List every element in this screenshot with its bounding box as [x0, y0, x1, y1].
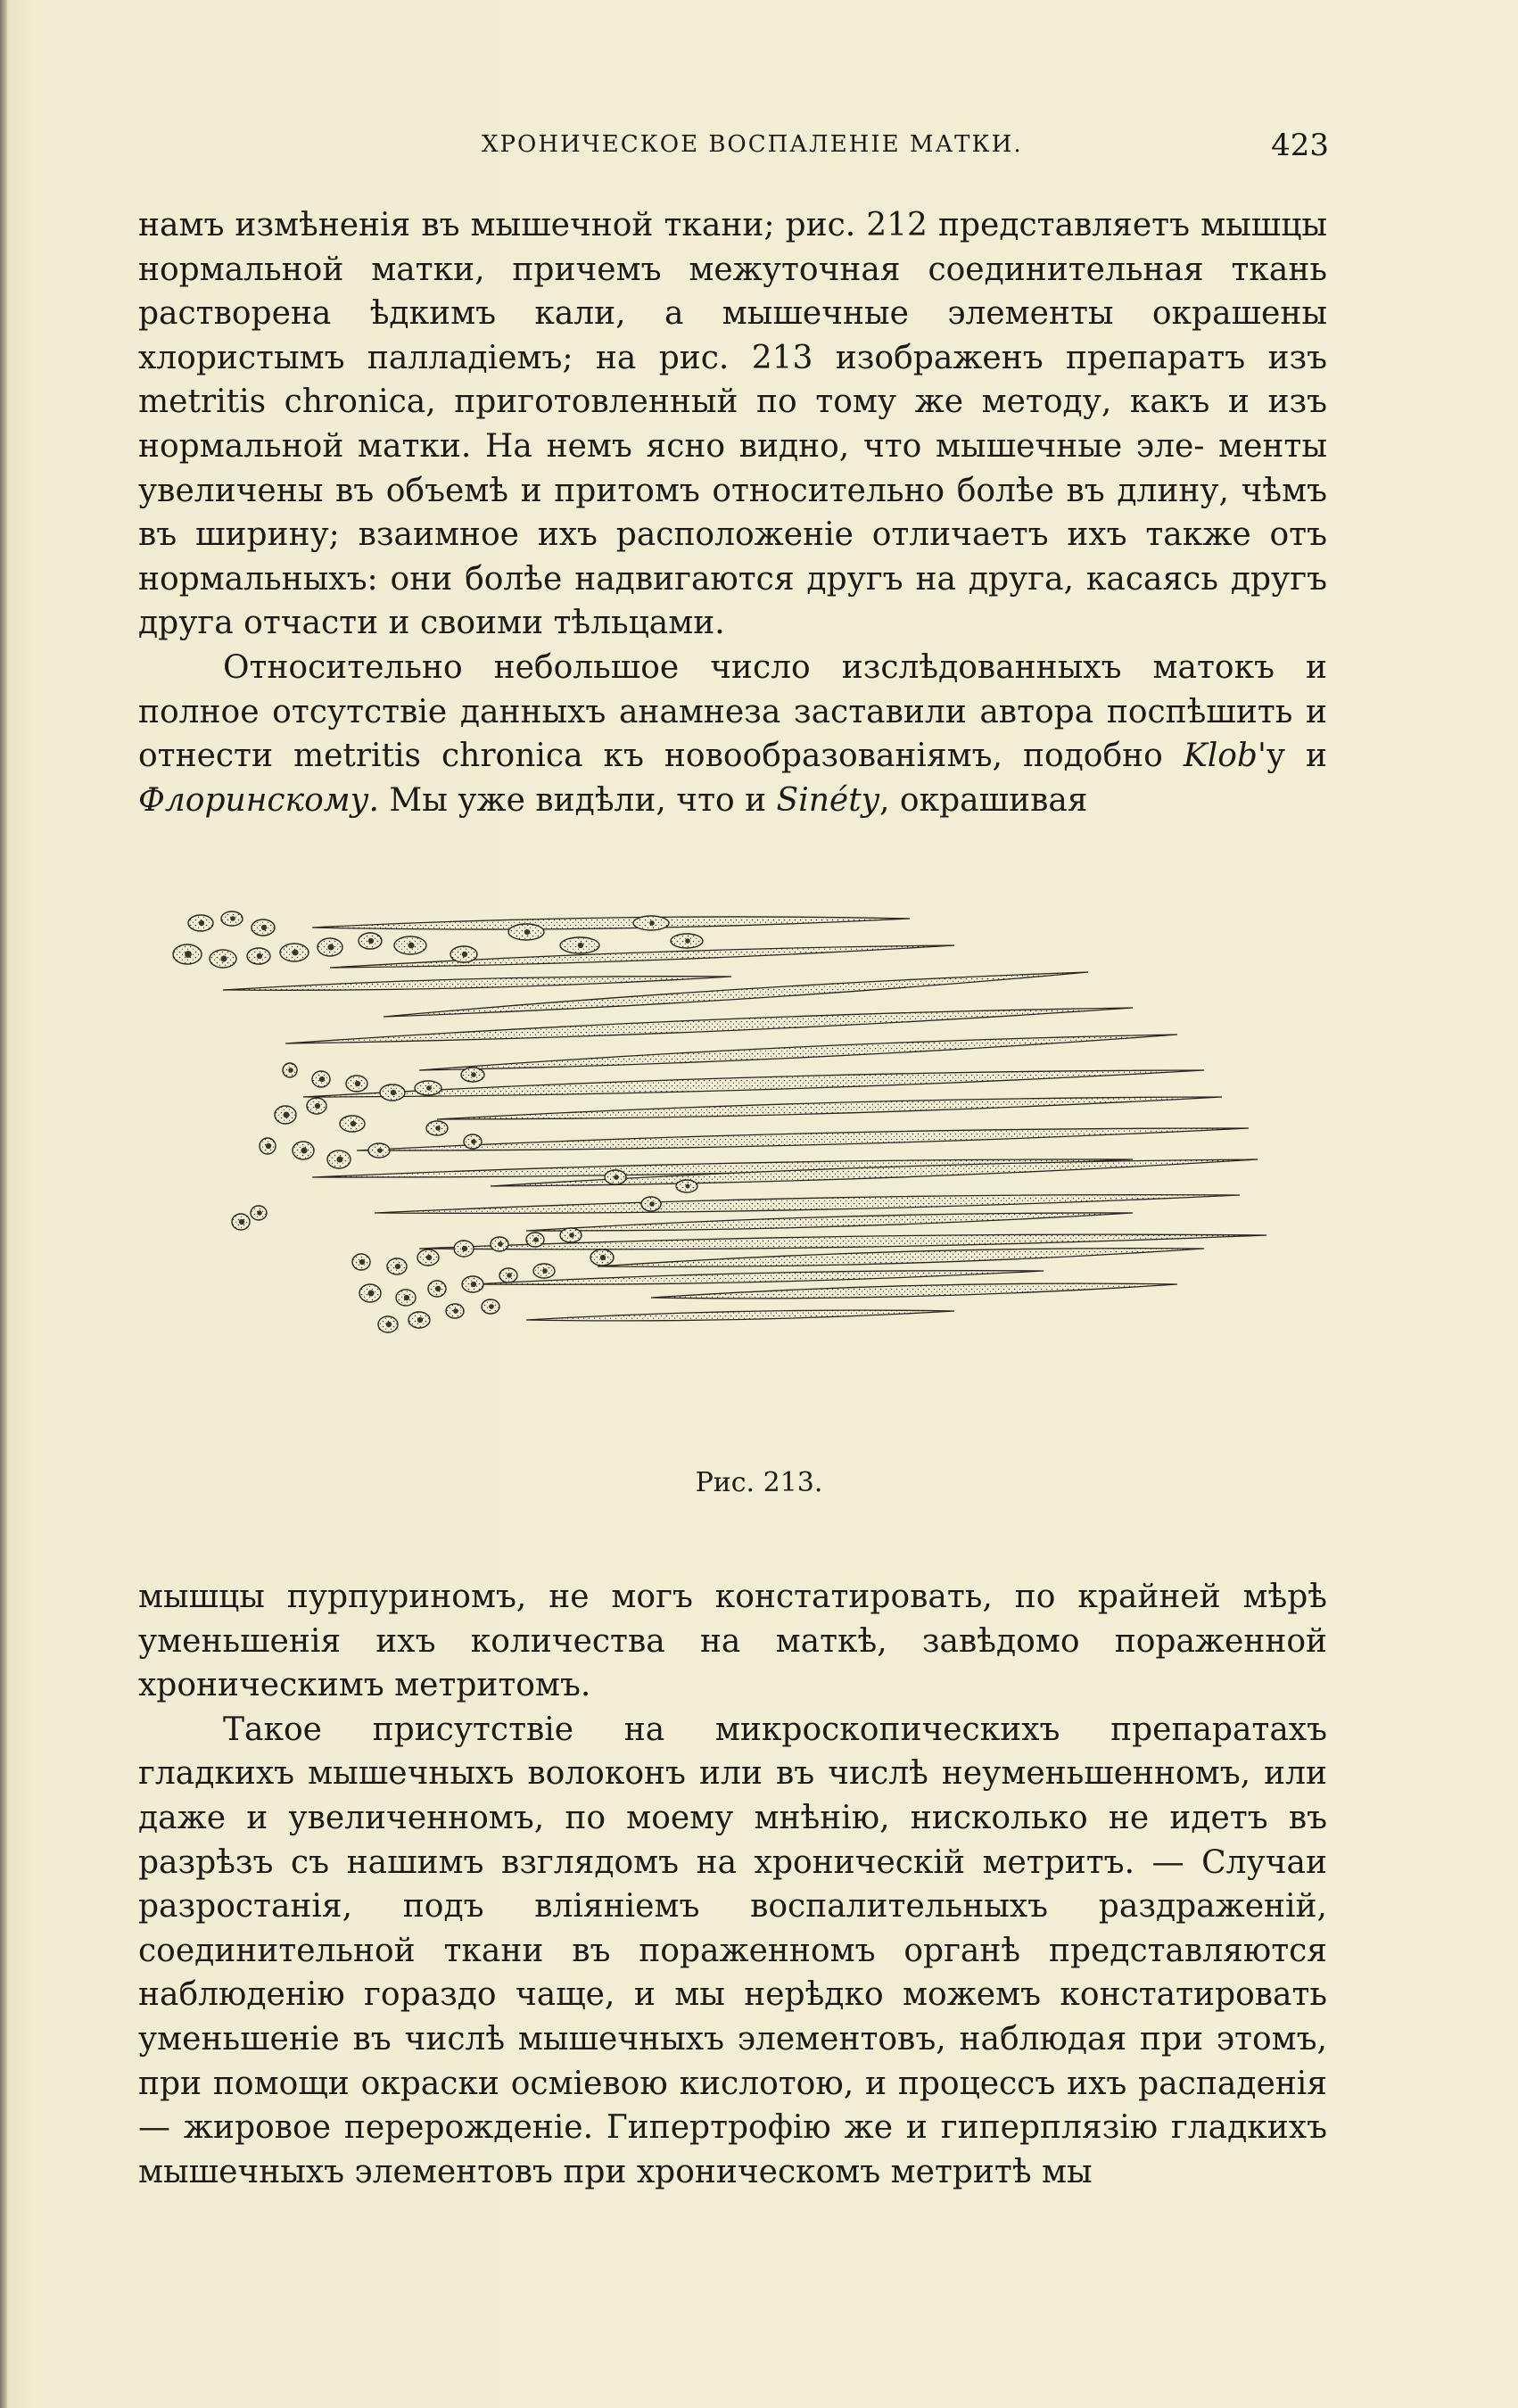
nucleolus — [239, 1219, 244, 1225]
nucleolus — [284, 1112, 290, 1118]
nucleolus — [293, 950, 299, 956]
nucleolus — [435, 1126, 441, 1131]
paragraph — [138, 646, 1327, 822]
page-number: 423 — [1271, 128, 1329, 163]
text-line: metritis chronica, приготовленный по тому же методу, какъ и — [138, 383, 1250, 421]
text-line: хлористымъ палладіемъ; на рис. 213 изображенъ препаратъ изъ — [138, 339, 1327, 376]
text-block-top — [138, 203, 1327, 822]
text-block-bottom — [138, 1575, 1327, 2194]
nucleolus — [351, 1121, 356, 1126]
nucleolus — [507, 1273, 512, 1278]
nucleolus — [471, 1282, 476, 1287]
nucleolus — [498, 1241, 503, 1247]
muscle-fiber — [473, 1271, 1044, 1285]
nucleolus — [377, 1148, 383, 1153]
muscle-fiber — [526, 1213, 1133, 1231]
nucleolus — [368, 1291, 375, 1297]
nucleolus — [391, 1090, 396, 1095]
nucleolus — [337, 1157, 343, 1163]
text-line: друга, касаясь другъ друга отчасти и своими тѣльцами. — [138, 560, 1327, 642]
author-name-klob: Klob — [1183, 738, 1258, 775]
nucleolus — [542, 1268, 548, 1274]
muscle-fiber — [357, 1128, 1249, 1150]
nucleolus — [489, 1304, 494, 1309]
nucleolus — [288, 1068, 293, 1073]
muscle-fiber — [285, 1008, 1133, 1043]
nucleolus — [386, 1322, 392, 1327]
running-head — [134, 128, 1329, 167]
nucleolus — [600, 1255, 606, 1260]
nucleolus — [435, 1286, 441, 1291]
nucleolus — [471, 1139, 476, 1144]
nucleolus — [199, 920, 204, 926]
nucleolus — [686, 1184, 690, 1189]
nucleolus — [319, 1076, 325, 1082]
muscle-fiber-drawing — [152, 892, 1284, 1365]
nucleolus — [404, 1295, 409, 1300]
nucleolus — [328, 944, 334, 951]
nucleolus — [221, 956, 227, 962]
text-line: ихъ также отъ нормальныхъ: они болѣе надвигаются другъ на — [138, 516, 1327, 598]
nucleolus — [578, 943, 583, 948]
nucleolus — [524, 929, 530, 935]
nucleolus — [368, 938, 374, 944]
nucleolus — [301, 1148, 308, 1154]
nucleolus — [649, 920, 655, 926]
paragraph-continued — [138, 203, 1327, 646]
nucleolus — [408, 943, 415, 949]
muscle-fiber — [437, 1097, 1222, 1119]
nucleolus — [355, 1081, 360, 1086]
paragraph-text: 'у и — [1257, 738, 1328, 775]
nucleolus — [533, 1237, 539, 1242]
muscle-fiber — [375, 1195, 1240, 1214]
nucleolus — [426, 1085, 432, 1091]
running-title: ХРОНИЧЕСКОЕ ВОСПАЛЕНІЕ МАТКИ. — [482, 131, 1023, 158]
cell-group — [173, 911, 703, 1332]
muscle-fiber — [312, 917, 910, 929]
paragraph-text: Относительно небольшое число изслѣдованныхъ матокъ и полное отсутствіе данныхъ анамнеза заставили автора поспѣшить и отнести metritis chronica къ новообразованіямъ, подобно — [138, 648, 1327, 775]
text-line: мышцы нормальной матки, причемъ межуточная соединительная — [138, 207, 1328, 288]
nucleolus — [185, 951, 192, 958]
author-name-florinsky: Флоринскому. — [138, 781, 379, 819]
paragraph: Такое присутствіе на микроскопическихъ препаратахъ гладкихъ мышечныхъ волоконъ или въ числѣ неуменьшенномъ, или даже и увеличенномъ, по моему мнѣнію, нисколько не идетъ въ разрѣзъ съ нашимъ взглядомъ на хроническій метритъ. — Случаи разростанія, подъ вліяніемъ воспалительныхъ раздраженій, соединительной ткани въ пораженномъ органѣ представляются наблюденію гораздо чаще, и мы нерѣдко можемъ констатировать уменьшеніе въ числѣ мышечныхъ элементовъ, наблюдая при этомъ, при помощи окраски осміевою кислотою, и процессъ ихъ распаденія — жировое перерожденіе. Гипертрофію же и гиперплязію гладкихъ мышечныхъ элементовъ при хроническомъ метритѣ мы — [138, 1711, 1327, 2190]
nucleolus — [230, 916, 235, 921]
fiber-group — [223, 917, 1266, 1321]
nucleolus — [417, 1317, 423, 1323]
text-line: ткань растворена ѣдкимъ кали, а мышечные элементы окрашены — [138, 251, 1327, 333]
text-line: длину, чѣмъ въ ширину; взаимное ихъ расположеніе отличаетъ — [138, 472, 1327, 554]
author-name-sinety: Sinéty — [776, 781, 880, 819]
muscle-fiber — [223, 977, 731, 991]
nucleolus — [453, 1308, 458, 1314]
text-line: изъ нормальной матки. На немъ ясно видно, что мышечные эле- — [138, 383, 1328, 465]
nucleolus — [261, 925, 267, 930]
nucleolus — [471, 1072, 476, 1077]
muscle-fiber — [526, 1310, 954, 1321]
nucleolus — [266, 1143, 271, 1149]
nucleolus — [569, 1233, 574, 1238]
muscle-fiber — [419, 1035, 1177, 1070]
paragraph-text: Мы уже видѣли, что и — [378, 781, 777, 819]
paragraph-text: , окрашивая — [879, 781, 1088, 819]
nucleolus — [649, 1201, 655, 1207]
nucleolus — [359, 1259, 365, 1265]
muscle-fiber — [419, 1234, 1266, 1249]
text-line: намъ измѣненія въ мышечной ткани; рис. 212 представляетъ — [138, 207, 1191, 243]
paragraph-continued: мышцы пурпуриномъ, не могъ констатировать, по крайней мѣрѣ уменьшенія ихъ количества на маткѣ, завѣдомо пораженной хроническимъ метритомъ. — [138, 1579, 1327, 1704]
page-spine-edge — [0, 0, 7, 2408]
nucleolus — [257, 953, 262, 959]
nucleolus — [462, 1246, 467, 1251]
muscle-fiber — [651, 1283, 1177, 1299]
nucleolus — [614, 1175, 619, 1180]
nucleolus — [462, 952, 467, 957]
nucleolus — [257, 1210, 262, 1216]
nucleolus — [685, 938, 690, 944]
nucleolus — [426, 1255, 432, 1260]
figure-illustration — [152, 892, 1284, 1365]
nucleolus — [315, 1103, 320, 1109]
muscle-fiber — [598, 1249, 1204, 1267]
text-line: менты увеличены въ объемѣ и притомъ относительно болѣе въ — [138, 427, 1327, 509]
figure-caption: Рис. 213. — [695, 1467, 823, 1498]
nucleolus — [395, 1264, 400, 1269]
